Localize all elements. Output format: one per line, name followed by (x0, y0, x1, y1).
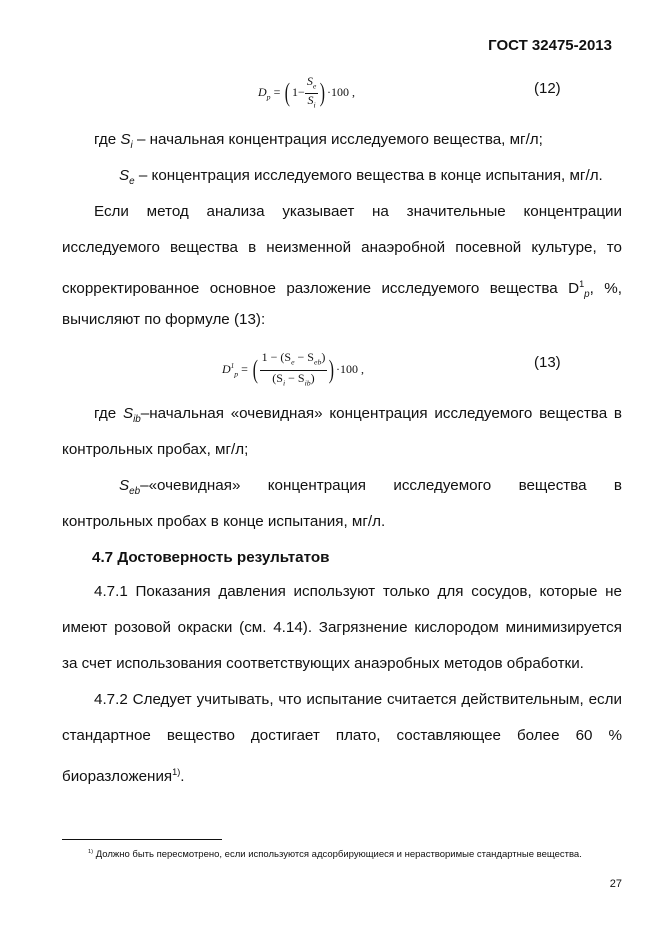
formula-12-fraction: $\frac{S_e}{S_i}$ (306, 74, 317, 110)
formula-12: $D_p$ = ( 1− $\frac{S_e}{S_i}$ ) ·100 , (258, 74, 355, 110)
symbol-si: $S_i$ (120, 131, 133, 152)
symbol-seb: $S_{eb}$ (119, 477, 141, 498)
definition-sib: где $S_{ib}$–начальная «очевидная» концентрация исследуемого вещества в (94, 405, 622, 426)
paragraph-4-7-2-last: биоразложения$^{1)}$. (62, 767, 185, 786)
page-number: 27 (609, 878, 622, 890)
footnote-divider (62, 839, 222, 840)
definition-sib-last: контрольных пробах, мг/л; (62, 441, 249, 458)
symbol-sib: $S_{ib}$ (122, 405, 141, 426)
paragraph-4-7-1: 4.7.1 Показания давления используют только для сосудов, которые не имеют розовой окраски (см. 4.14). Загрязнение кислородом минимизируется (62, 583, 622, 636)
paragraph-method-last: вычисляют по формуле (13): (62, 311, 266, 328)
equation-number-13: (13) (534, 354, 561, 371)
document-id: ГОСТ 32475-2013 (488, 37, 612, 54)
formula-13: $D^1_p$ = ( $\frac{1 - (S_e - S_{eb})}{(S_i - S_{ib})}$ ) ·100 , (222, 343, 364, 389)
section-heading: 4.7 Достоверность результатов (92, 549, 330, 566)
equation-number-12: (12) (534, 80, 561, 97)
paragraph-4-7-1-last: за счет использования соответствующих анаэробных методов обработки. (62, 655, 584, 672)
formula-13-lhs: $D^1_p$ (222, 362, 239, 379)
definition-seb: $S_{eb}-«очевидная$» концентрация исследуемого вещества в (119, 477, 622, 498)
footnote: $^{1)}$ Должно быть пересмотрено, если используются адсорбирующиеся и нерастворимые стандартные вещества. (88, 849, 582, 861)
formula-13-fraction: $\frac{1 - (S_e - S_{eb})}{(S_i - S_{ib})}$ (261, 350, 326, 388)
symbol-se: $S_e$ (119, 167, 135, 188)
definition-si: где $S_i$ – начальная концентрация исследуемого вещества, мг/л; (94, 131, 543, 152)
footnote-mark: 1) (88, 849, 94, 855)
paragraph-method: Если метод анализа указывает на значительные концентрации исследуемого вещества в неизменной анаэробной посевной культуре, то скорректированное основное разложение исследуемого вещества $D^1_p$, %, (62, 203, 622, 301)
definition-se: $S_e$ – концентрация исследуемого вещества в конце испытания, мг/л. (119, 167, 603, 188)
paragraph-4-7-2: 4.7.2 Следует учитывать, что испытание считается действительным, если стандартное вещество достигает плато, составляющее более 60 % (62, 691, 622, 744)
formula-12-lhs: $D_p$ (258, 85, 271, 102)
definition-seb-last: контрольных пробах в конце испытания, мг/л. (62, 513, 386, 530)
footnote-reference: 1) (172, 767, 181, 777)
